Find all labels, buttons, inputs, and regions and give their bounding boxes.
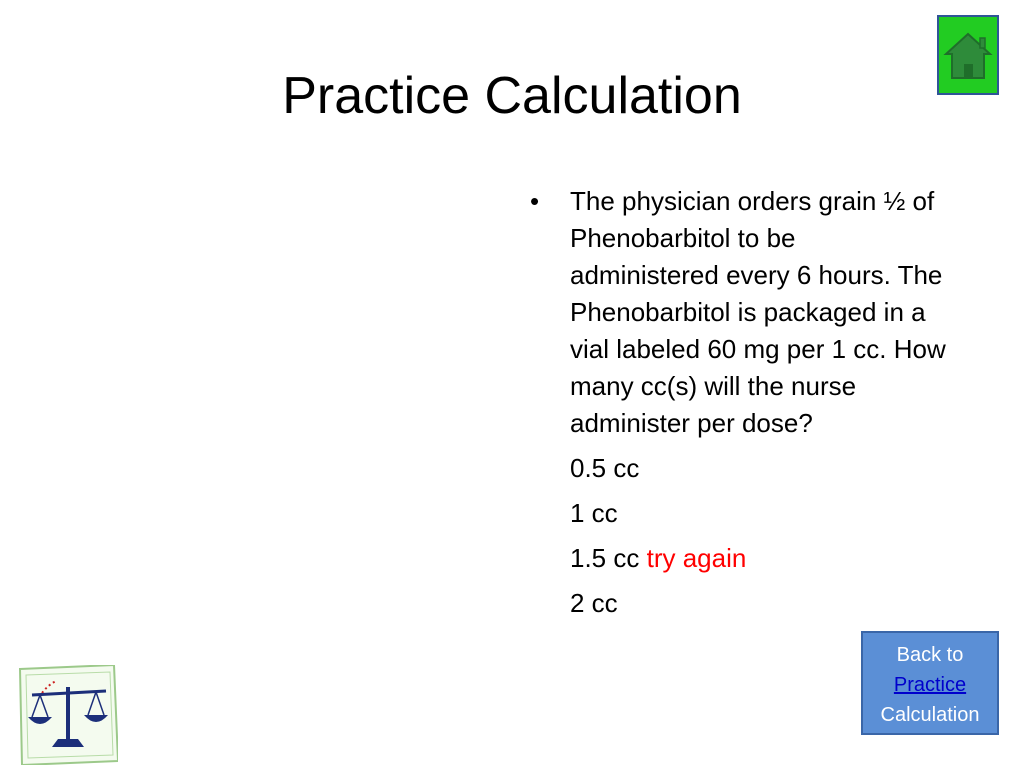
back-button-line1: Back to xyxy=(896,644,964,666)
answer-label: 1.5 cc xyxy=(570,543,640,573)
answer-label: 1 cc xyxy=(570,498,618,528)
back-to-practice-button[interactable] xyxy=(861,631,999,735)
answer-option[interactable] xyxy=(530,540,950,577)
question-content xyxy=(530,183,950,622)
answer-label: 2 cc xyxy=(570,588,618,618)
home-icon xyxy=(942,30,994,82)
answer-option[interactable] xyxy=(530,585,950,622)
question-item xyxy=(530,183,950,442)
question-text: The physician orders grain ½ of Phenobarbitol to be administered every 6 hours. The Phenobarbitol is packaged in a vial labeled 60 mg per 1 cc. How many cc(s) will the nurse administer per dose? xyxy=(570,186,946,438)
bullet: • xyxy=(530,186,540,216)
answer-list xyxy=(530,450,950,622)
answer-option[interactable] xyxy=(530,450,950,487)
answer-option[interactable] xyxy=(530,495,950,532)
back-button-line3: Calculation xyxy=(880,704,980,726)
home-button[interactable] xyxy=(937,15,999,95)
practice-link[interactable]: Practice xyxy=(893,674,967,696)
balance-scale-icon xyxy=(18,665,118,765)
feedback-text: try again xyxy=(646,543,747,573)
answer-label: 0.5 cc xyxy=(570,453,640,483)
slide-title: Practice Calculation xyxy=(282,67,742,125)
logo xyxy=(18,665,118,765)
